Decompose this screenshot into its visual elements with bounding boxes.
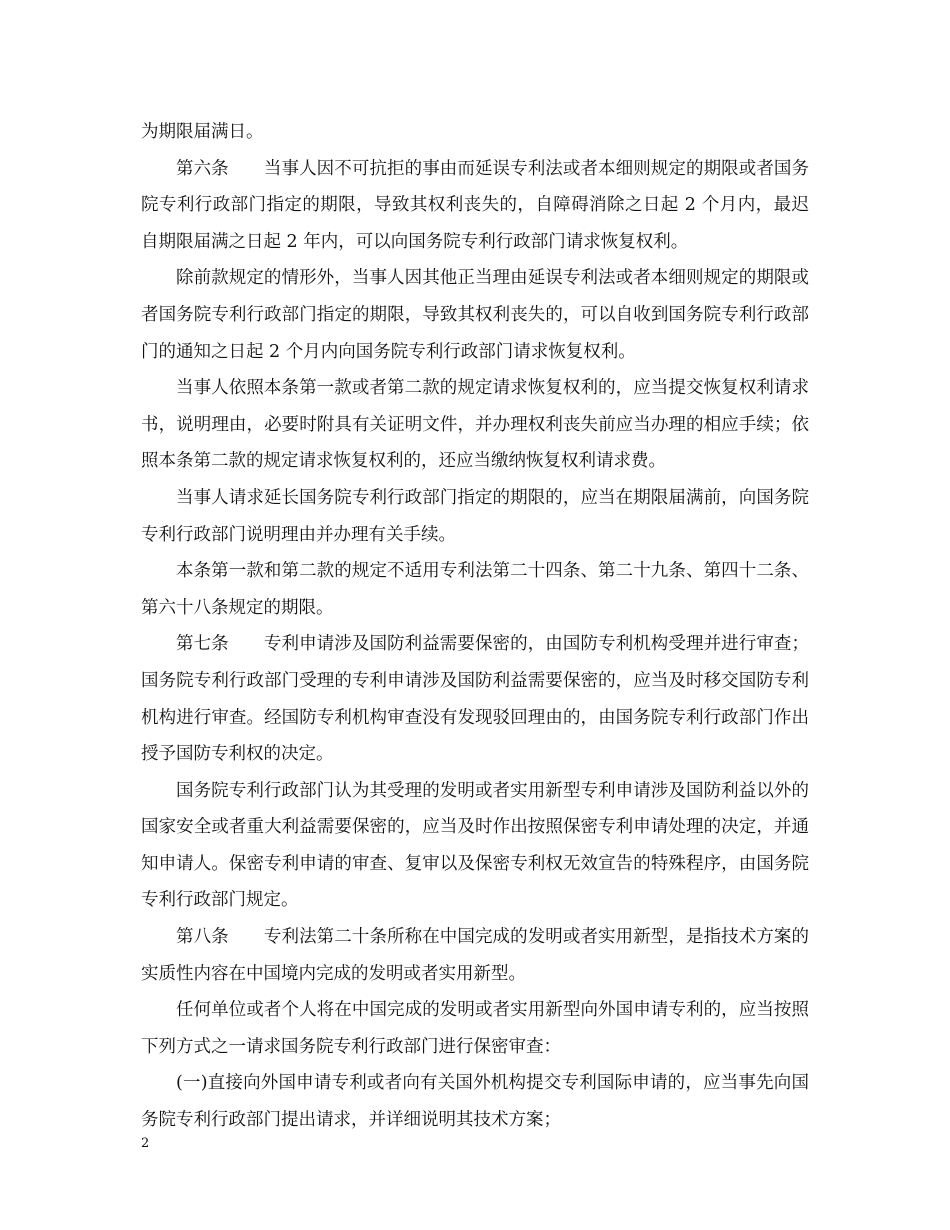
paragraph-article-6-clause-3: 当事人依照本条第一款或者第二款的规定请求恢复权利的，应当提交恢复权利请求书，说明理由，必要时附具有关证明文件，并办理权利丧失前应当办理的相应手续；依照本条第二款的规定请求恢复权利的，还应当缴纳恢复权利请求费。 [141,378,809,472]
paragraph-article-6-clause-5: 本条第一款和第二款的规定不适用专利法第二十四条、第二十九条、第四十二条、第六十八条规定的期限。 [141,561,809,618]
paragraph-article-6-clause-4: 当事人请求延长国务院专利行政部门指定的期限的，应当在期限届满前，向国务院专利行政部门说明理由并办理有关手续。 [141,487,809,545]
paragraph-article-7-clause-2: 国务院专利行政部门认为其受理的发明或者实用新型专利申请涉及国防利益以外的国家安全或者重大利益需要保密的，应当及时作出按照保密专利申请处理的决定，并通知申请人。保密专利申请的审查、复审以及保密专利权无效宣告的特殊程序，由国务院专利行政部门规定。 [141,780,809,911]
paragraph-article-6-clause-2: 除前款规定的情形外，当事人因其他正当理由延误专利法或者本细则规定的期限或者国务院专利行政部门指定的期限，导致其权利丧失的，可以自收到国务院专利行政部门的通知之日起 2 个月内向国务院专利行政部门请求恢复权利。 [141,268,809,362]
paragraph-article-6: 第六条 当事人因不可抗拒的事由而延误专利法或者本细则规定的期限或者国务院专利行政部门指定的期限，导致其权利丧失的，自障碍消除之日起 2 个月内，最迟自期限届满之日起 2 年内，可以向国务院专利行政部门请求恢复权利。 [141,158,809,252]
paragraph-article-7: 第七条 专利申请涉及国防利益需要保密的，由国防专利机构受理并进行审查；国务院专利行政部门受理的专利申请涉及国防利益需要保密的，应当及时移交国防专利机构进行审查。经国防专利机构审查没有发现驳回理由的，由国务院专利行政部门作出授予国防专利权的决定。 [141,634,809,765]
paragraph-continuation: 为期限届满日。 [141,122,264,142]
paragraph-article-8-item-1: (一)直接向外国申请专利或者向有关国外机构提交专利国际申请的，应当事先向国务院专利行政部门提出请求，并详细说明其技术方案； [141,1073,809,1131]
page-number: 2 [141,1136,150,1151]
document-body [141,114,809,1139]
paragraph-article-8-clause-2: 任何单位或者个人将在中国完成的发明或者实用新型向外国申请专利的，应当按照下列方式之一请求国务院专利行政部门进行保密审查： [141,1000,809,1057]
paragraph-article-8: 第八条 专利法第二十条所称在中国完成的发明或者实用新型，是指技术方案的实质性内容在中国境内完成的发明或者实用新型。 [141,927,809,984]
